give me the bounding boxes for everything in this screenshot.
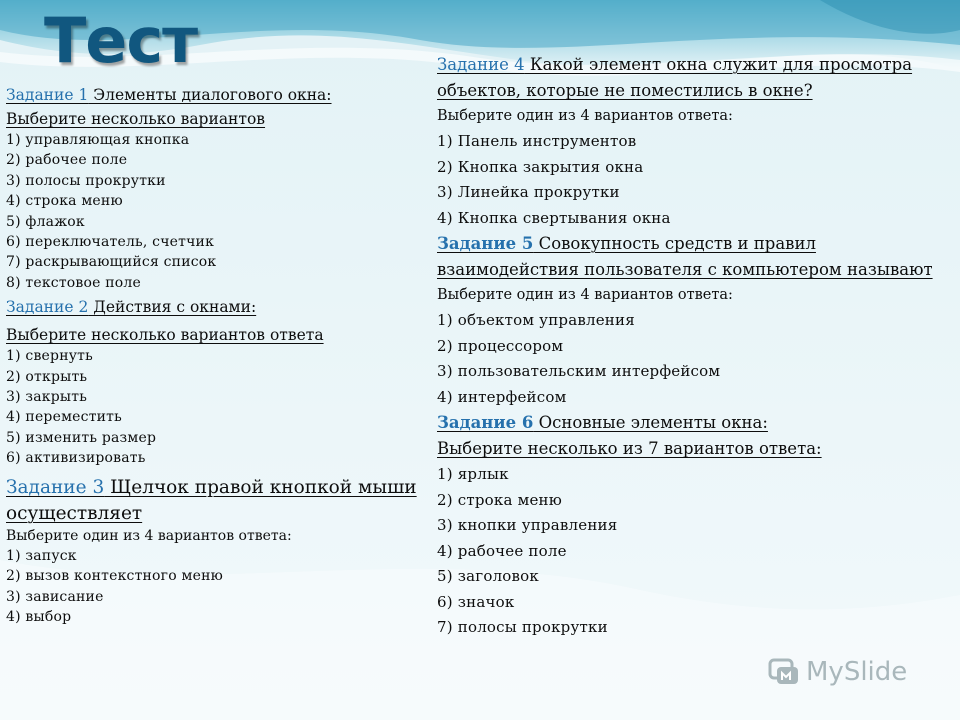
answer-option: 2) Кнопка закрытия окна [437, 157, 644, 176]
question-6-text: Основные элементы окна: [533, 413, 768, 432]
question-3-text: Щелчок правой кнопкой мыши осуществляет [6, 476, 417, 524]
page-title: Тест [44, 4, 198, 77]
question-5-heading [437, 231, 937, 283]
answer-option: 2) рабочее поле [6, 152, 128, 169]
watermark-text: MySlide [806, 657, 908, 687]
question-1-heading [6, 84, 426, 106]
answer-option: 2) строка меню [437, 490, 562, 509]
answer-option: 4) выбор [6, 608, 72, 625]
answer-option: 4) переместить [6, 409, 122, 426]
answer-option: 3) зависание [6, 588, 104, 605]
question-2-heading [6, 296, 426, 318]
answer-option: 1) Панель инструментов [437, 132, 637, 150]
myslide-watermark [768, 656, 907, 688]
question-6-label: Задание 6 [437, 413, 534, 432]
question-1-text: Элементы диалогового окна: [88, 86, 332, 104]
question-5-text: Совокупность средств и правил взаимодействия пользователя с компьютером называют [437, 234, 933, 279]
answer-option: 4) рабочее поле [437, 541, 567, 560]
answer-option: 4) Кнопка свертывания окна [437, 208, 671, 227]
answer-option: 6) активизировать [6, 450, 146, 467]
answer-option: 4) строка меню [6, 193, 123, 210]
question-6-heading [437, 410, 937, 436]
answer-option: 7) раскрывающийся список [6, 254, 217, 271]
answer-option: 8) текстовое поле [6, 274, 141, 291]
answer-option: 3) Линейка прокрутки [437, 183, 620, 201]
question-4-instruction: Выберите один из 4 вариантов ответа: [437, 108, 733, 124]
question-1-label: Задание 1 [6, 86, 89, 104]
question-3-instruction: Выберите один из 4 вариантов ответа: [6, 527, 292, 544]
question-1-sub: Выберите несколько вариантов [6, 110, 266, 128]
answer-option: 7) полосы прокрутки [437, 618, 608, 636]
answer-option: 3) кнопки управления [437, 516, 618, 534]
question-4-heading [437, 52, 937, 104]
question-4-text: Какой элемент окна служит для просмотра объектов, которые не поместились в окне? [437, 55, 913, 100]
answer-option: 2) вызов контекстного меню [6, 568, 223, 585]
question-2-text: Действия с окнами: [88, 298, 257, 317]
answer-option: 2) открыть [6, 368, 88, 385]
answer-option: 1) управляющая кнопка [6, 132, 190, 148]
question-6-sub: Выберите несколько из 7 вариантов ответа: [437, 439, 822, 458]
question-3-heading [6, 475, 426, 527]
answer-option: 4) интерфейсом [437, 387, 567, 406]
answer-option: 1) запуск [6, 547, 77, 564]
answer-option: 1) объектом управления [437, 311, 635, 329]
answer-option: 5) изменить размер [6, 429, 157, 446]
left-column [6, 84, 426, 627]
answer-option: 2) процессором [437, 336, 564, 355]
myslide-logo-icon [768, 656, 800, 688]
question-4-label: Задание 4 [437, 55, 525, 74]
answer-option: 6) переключатель, счетчик [6, 234, 215, 251]
answer-option: 5) заголовок [437, 567, 539, 585]
question-2-label: Задание 2 [6, 298, 89, 317]
question-3-label: Задание 3 [6, 476, 105, 498]
answer-option: 1) свернуть [6, 348, 93, 365]
answer-option: 5) флажок [6, 213, 85, 230]
answer-option: 3) закрыть [6, 389, 88, 406]
answer-option: 3) полосы прокрутки [6, 172, 166, 189]
question-5-label: Задание 5 [437, 234, 534, 253]
question-5-instruction: Выберите один из 4 вариантов ответа: [437, 287, 733, 303]
right-column [437, 52, 937, 641]
answer-option: 1) ярлык [437, 465, 509, 483]
question-2-sub: Выберите несколько вариантов ответа [6, 326, 324, 345]
answer-option: 3) пользовательским интерфейсом [437, 362, 721, 380]
answer-option: 6) значок [437, 592, 515, 611]
